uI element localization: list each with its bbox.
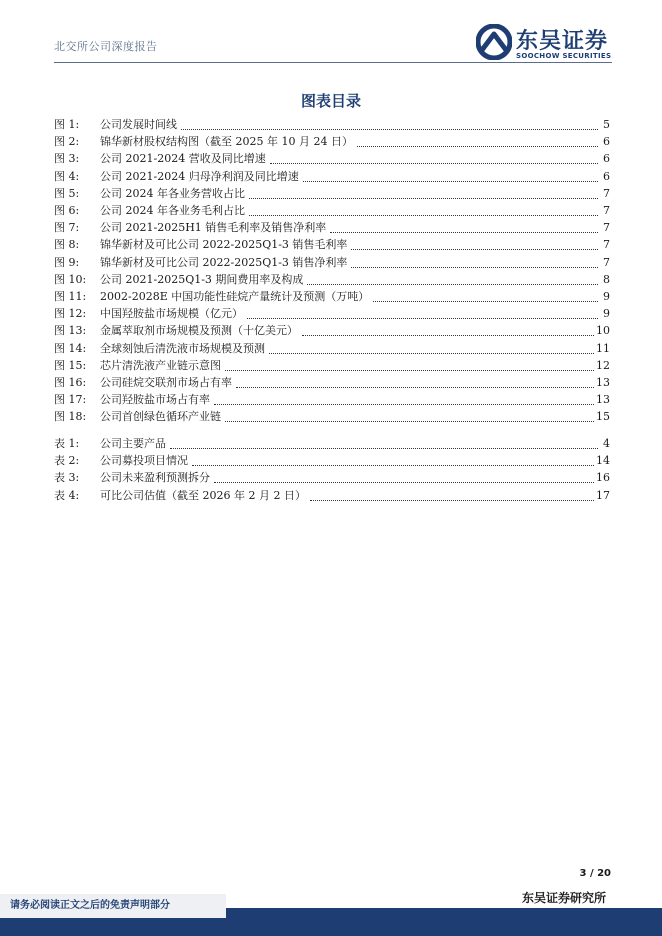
- table-entry[interactable]: [54, 435, 610, 452]
- logo-english-text: SOOCHOW SECURITIES: [516, 52, 612, 60]
- header-divider: [54, 62, 612, 63]
- figure-entry-title: 公司 2021-2024 营收及同比增速: [100, 152, 266, 166]
- figure-entry[interactable]: [54, 185, 610, 202]
- figure-entry-label: 图 13:: [54, 324, 87, 338]
- figure-entry-page: 8: [603, 272, 610, 286]
- figure-index: [54, 116, 610, 426]
- leader-dots: [269, 343, 594, 354]
- figure-entry-title: 公司 2024 年各业务营收占比: [100, 186, 245, 200]
- figure-entry-page: 6: [603, 135, 610, 149]
- leader-dots: [357, 136, 598, 147]
- figure-entry[interactable]: [54, 391, 610, 408]
- leader-dots: [270, 153, 598, 164]
- figure-entry-title: 中国羟胺盐市场规模（亿元）: [100, 307, 243, 321]
- leader-dots: [351, 257, 598, 268]
- figure-entry[interactable]: [54, 168, 610, 185]
- figure-entry-title: 锦华新材股权结构图（截至 2025 年 10 月 24 日）: [100, 135, 353, 149]
- figure-entry-page: 13: [596, 393, 610, 407]
- figure-entry-label: 图 9:: [54, 255, 80, 269]
- leader-dots: [236, 377, 594, 388]
- figure-entry[interactable]: [54, 357, 610, 374]
- figure-entry-title: 金属萃取剂市场规模及预测（十亿美元）: [100, 324, 298, 338]
- table-entry[interactable]: [54, 469, 610, 486]
- figure-entry[interactable]: [54, 322, 610, 339]
- figure-entry-page: 7: [603, 204, 610, 217]
- figure-entry[interactable]: [54, 288, 610, 305]
- figure-entry-page: 6: [603, 152, 610, 166]
- figure-entry-page: 7: [603, 238, 610, 252]
- leader-dots: [302, 325, 594, 336]
- figure-entry-title: 锦华新材及可比公司 2022-2025Q1-3 销售净利率: [100, 255, 348, 269]
- figure-entry-label: 图 8:: [54, 238, 80, 252]
- figure-entry-page: 10: [596, 324, 610, 338]
- table-entry-label: 表 3:: [54, 471, 80, 485]
- figure-entry-title: 2002-2028E 中国功能性硅烷产量统计及预测（万吨）: [100, 290, 370, 303]
- table-entry-page: 14: [596, 454, 610, 468]
- figure-entry-title: 全球刻蚀后清洗液市场规模及预测: [100, 341, 265, 355]
- figure-entry[interactable]: [54, 116, 610, 133]
- figure-entry-title: 锦华新材及可比公司 2022-2025Q1-3 销售毛利率: [100, 238, 348, 252]
- brand-logo: [476, 24, 626, 64]
- figure-entry[interactable]: [54, 340, 610, 357]
- figure-entry-label: 图 10:: [54, 272, 87, 286]
- figure-entry[interactable]: [54, 254, 610, 271]
- figure-entry[interactable]: [54, 236, 610, 253]
- table-index: [54, 435, 610, 515]
- table-entry-label: 表 1:: [54, 437, 80, 450]
- page-title: 图表目录: [300, 92, 361, 110]
- figure-entry-label: 图 2:: [54, 135, 80, 149]
- table-entry-page: 16: [596, 471, 610, 485]
- page-number: 3 / 20: [579, 868, 611, 879]
- figure-entry-page: 11: [596, 341, 610, 355]
- leader-dots: [225, 360, 594, 371]
- leader-dots: [247, 308, 598, 319]
- figure-entry-label: 图 17:: [54, 393, 87, 407]
- footer-organization: 东吴证券研究所: [521, 891, 606, 905]
- figure-entry-label: 图 14:: [54, 341, 87, 355]
- figure-entry[interactable]: [54, 374, 610, 391]
- leader-dots: [181, 119, 598, 130]
- figure-entry-page: 7: [603, 221, 610, 235]
- figure-entry-label: 图 4:: [54, 169, 80, 183]
- figure-entry[interactable]: [54, 219, 610, 236]
- figure-entry-label: 图 16:: [54, 376, 87, 389]
- figure-entry-title: 公司 2024 年各业务毛利占比: [100, 204, 245, 217]
- figure-entry-page: 9: [603, 307, 610, 321]
- figure-entry-page: 12: [596, 358, 610, 372]
- figure-entry[interactable]: [54, 305, 610, 322]
- figure-entry-label: 图 12:: [54, 307, 87, 321]
- table-entry[interactable]: [54, 452, 610, 469]
- figure-entry-title: 公司发展时间线: [100, 118, 177, 131]
- figure-entry[interactable]: [54, 202, 610, 219]
- soochow-logo-icon: [476, 24, 512, 60]
- figure-entry-label: 图 5:: [54, 186, 80, 200]
- figure-entry-title: 公司首创绿色循环产业链: [100, 410, 221, 424]
- figure-entry[interactable]: [54, 150, 610, 167]
- table-entry-title: 可比公司估值（截至 2026 年 2 月 2 日）: [100, 488, 306, 502]
- leader-dots: [214, 394, 594, 405]
- figure-entry-label: 图 1:: [54, 118, 80, 131]
- figure-entry-page: 9: [603, 290, 610, 303]
- figure-entry-page: 5: [603, 118, 610, 131]
- leader-dots: [351, 239, 598, 250]
- table-entry-title: 公司未来盈利预测拆分: [100, 471, 210, 485]
- figure-entry-label: 图 6:: [54, 204, 80, 217]
- figure-entry[interactable]: [54, 133, 610, 150]
- leader-dots: [249, 188, 598, 199]
- figure-entry[interactable]: [54, 408, 610, 425]
- table-entry-page: 17: [596, 488, 610, 502]
- figure-entry-page: 6: [603, 169, 610, 183]
- figure-entry-page: 13: [596, 376, 610, 389]
- figure-entry-title: 公司硅烷交联剂市场占有率: [100, 376, 232, 389]
- leader-dots: [373, 291, 598, 302]
- figure-entry-title: 公司 2021-2025Q1-3 期间费用率及构成: [100, 272, 304, 286]
- leader-dots: [192, 455, 594, 466]
- figure-entry-page: 7: [603, 255, 610, 269]
- report-type-label: 北交所公司深度报告: [54, 40, 158, 53]
- table-entry-label: 表 2:: [54, 454, 80, 468]
- table-entry-title: 公司主要产品: [100, 437, 166, 450]
- table-entry-label: 表 4:: [54, 488, 80, 502]
- leader-dots: [249, 205, 598, 216]
- leader-dots: [214, 472, 594, 483]
- leader-dots: [170, 438, 598, 449]
- leader-dots: [303, 171, 598, 182]
- figure-entry-title: 公司 2021-2024 归母净利润及同比增速: [100, 169, 299, 183]
- figure-entry-title: 公司羟胺盐市场占有率: [100, 393, 210, 407]
- table-entry[interactable]: [54, 487, 610, 504]
- figure-entry-label: 图 15:: [54, 358, 87, 372]
- figure-entry-label: 图 3:: [54, 152, 80, 166]
- leader-dots: [225, 411, 594, 422]
- leader-dots: [330, 222, 598, 233]
- figure-entry-title: 公司 2021-2025H1 销售毛利率及销售净利率: [100, 221, 327, 235]
- leader-dots: [310, 490, 594, 501]
- figure-entry-page: 7: [603, 186, 610, 200]
- figure-entry-title: 芯片清洗液产业链示意图: [100, 358, 221, 372]
- logo-chinese-text: 东吴证券: [516, 29, 609, 54]
- figure-entry-page: 15: [596, 410, 610, 424]
- disclaimer-note: 请务必阅读正文之后的免责声明部分: [0, 894, 226, 918]
- table-entry-title: 公司募投项目情况: [100, 454, 188, 468]
- figure-entry-label: 图 7:: [54, 221, 80, 235]
- figure-entry-label: 图 18:: [54, 410, 87, 424]
- figure-entry-label: 图 11:: [54, 290, 87, 303]
- figure-entry[interactable]: [54, 271, 610, 288]
- leader-dots: [307, 274, 598, 285]
- table-entry-page: 4: [603, 437, 610, 450]
